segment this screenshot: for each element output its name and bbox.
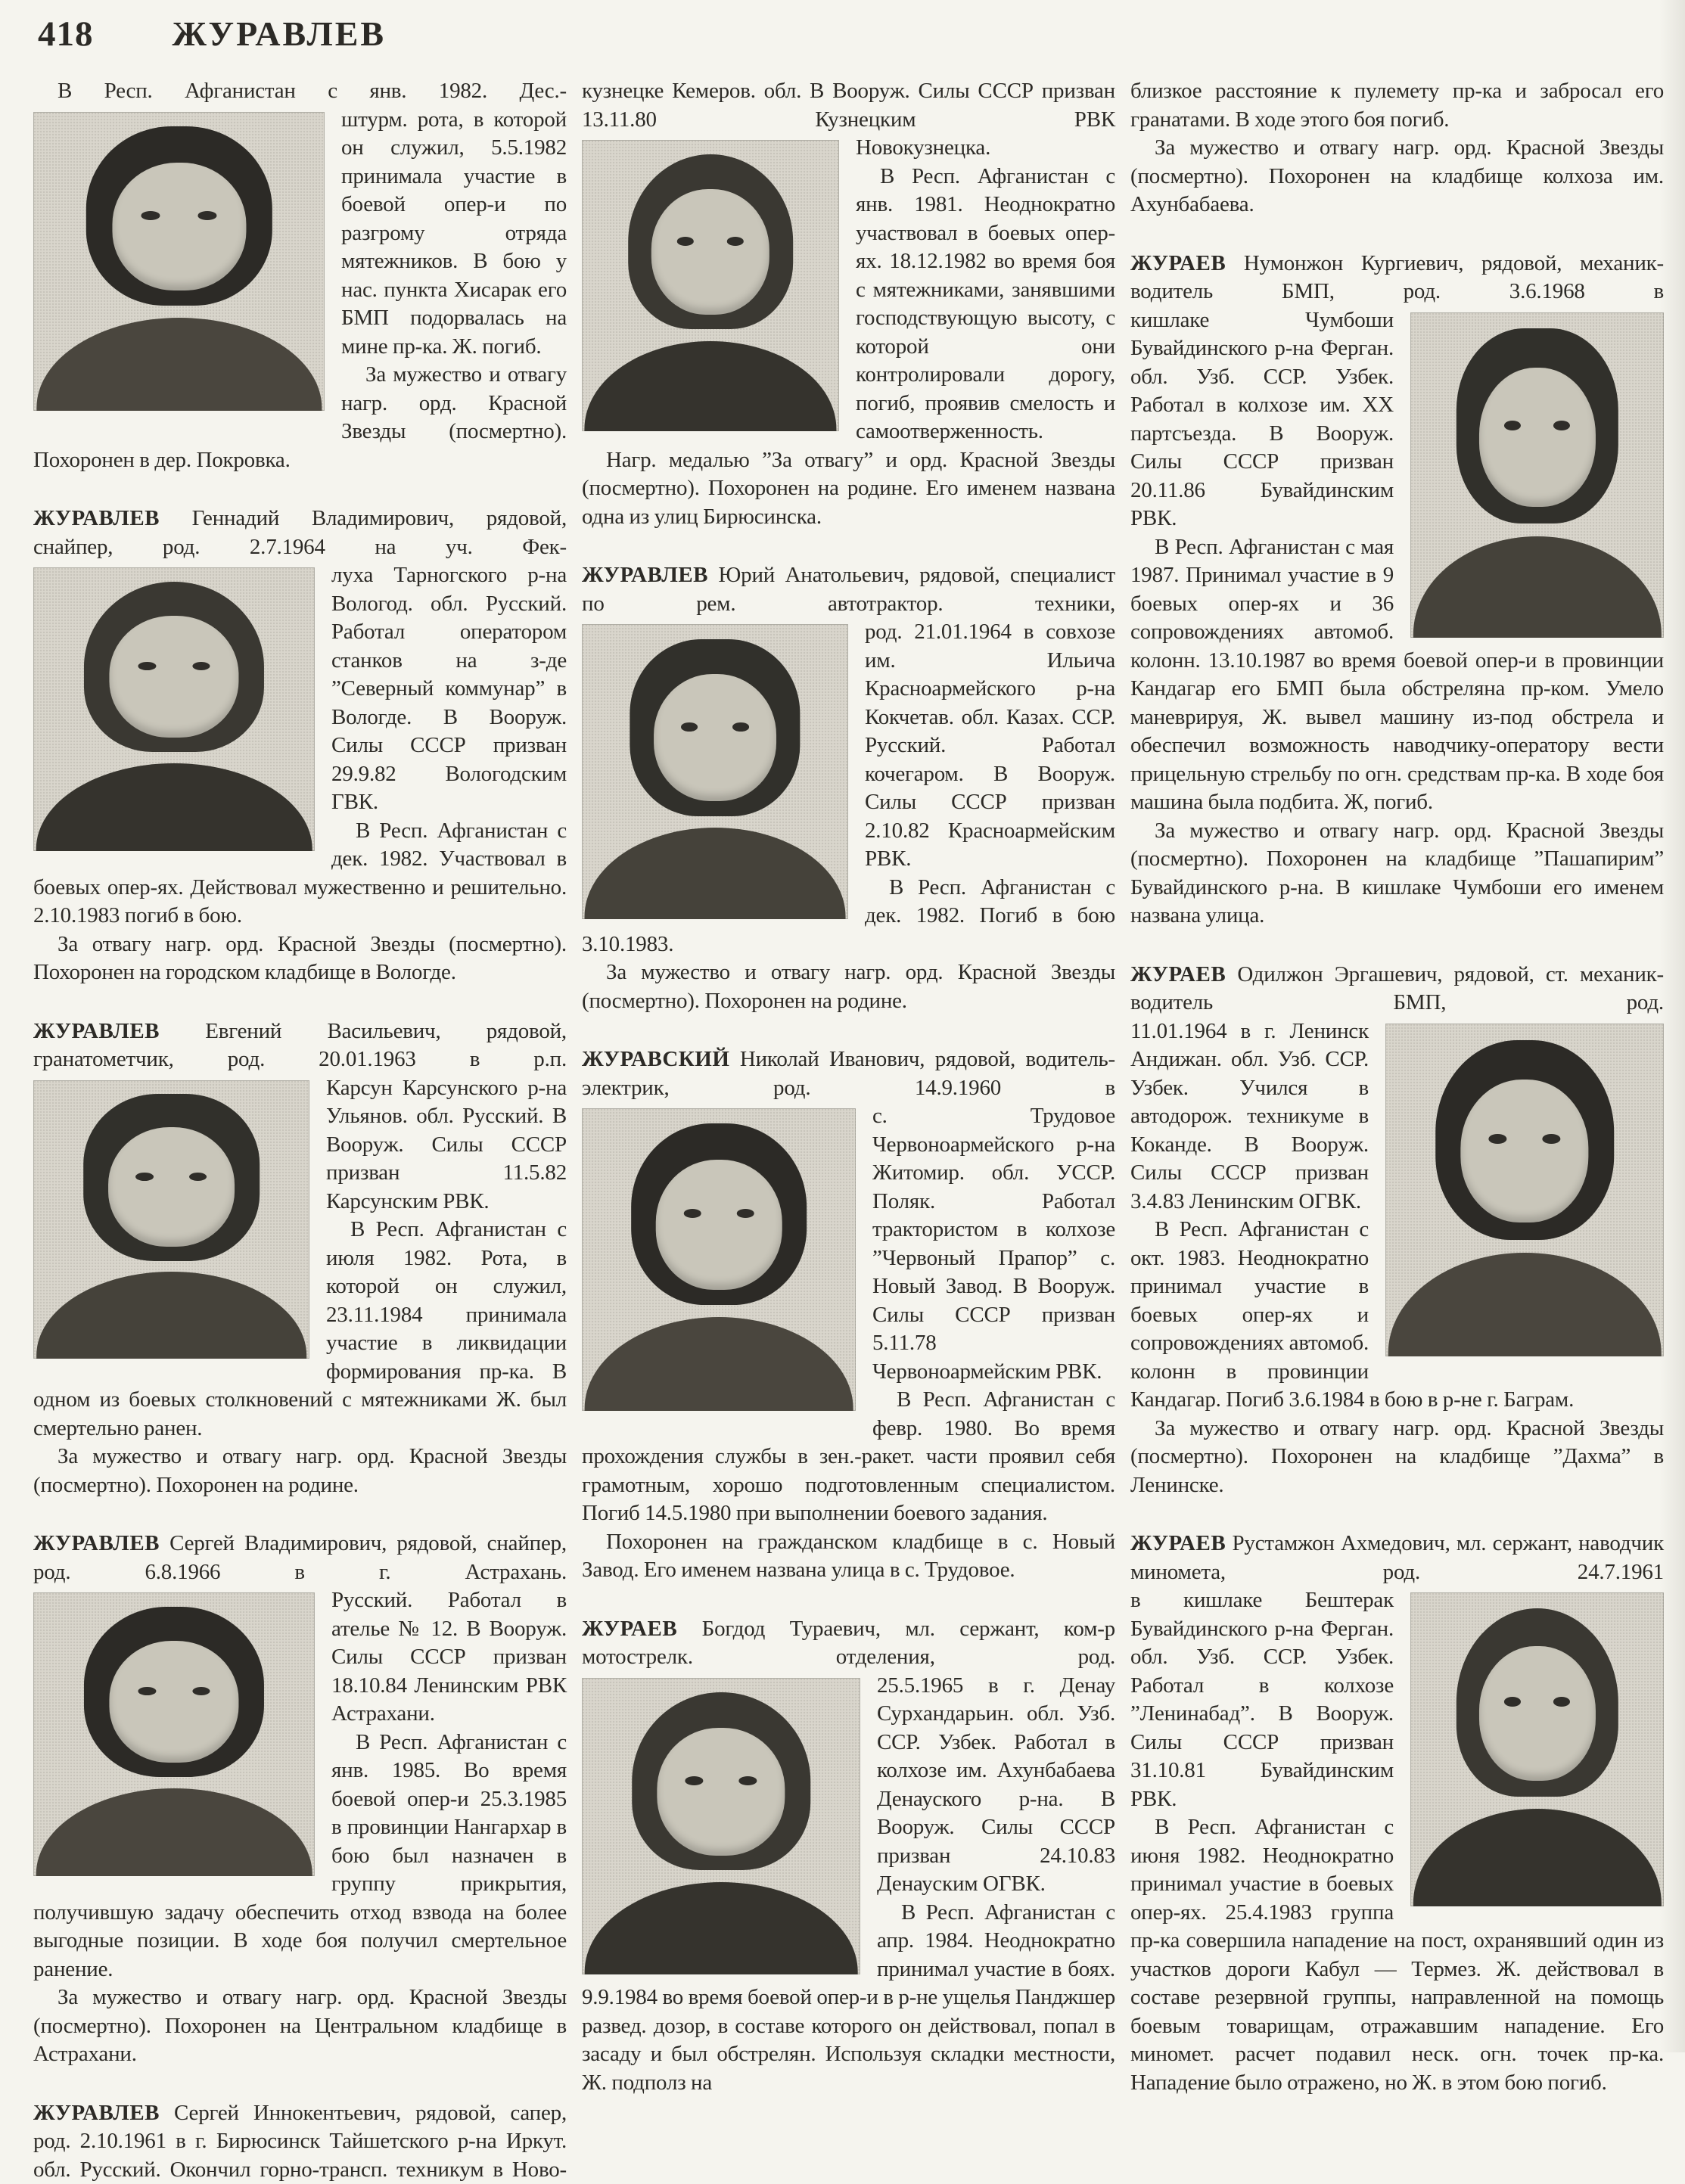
portrait-photo	[582, 1678, 860, 1974]
memorial-entry	[582, 1615, 1115, 2098]
memorial-entry	[582, 1045, 1115, 1585]
entry-lead-text: Богдод Тураевич, мл. сержант, ком-р мотострелк. отделения, род.	[582, 1617, 1115, 1670]
entry-paragraph: За мужество и отвагу нагр. орд. Красной Звезды (посмертно). Похоронен на кладбище ”Пашапирим” Бувайдинского р-на. В кишлаке Чумбоши его именем названа улица.	[1130, 817, 1664, 930]
portrait-shoulders-shape	[1413, 1809, 1661, 1906]
entry-lead-paragraph	[582, 561, 1115, 618]
portrait-photo	[582, 1108, 856, 1411]
portrait-face-shape	[109, 616, 238, 738]
entry-paragraph: В Респ. Афганистан с янв. 1981. Неоднократно участвовал в боевых опер-ях. 18.12.1982 во время боя с мятежниками, занявшими господствующую высоту, с которой они контролировали дорогу, погиб, проявив смелость и самоотверженность.	[582, 163, 1115, 446]
entry-paragraph: в кишлаке Бештерак Бувайдинского р-на Ферган. обл. Узб. ССР. Узбек. Работал в колхозе ”Ленинабад”. В Вооруж. Силы СССР призван 31.10.81 Бувайдинским РВК.	[1130, 1586, 1664, 1813]
entry-lead-paragraph	[33, 77, 567, 106]
entry-lead-paragraph	[1130, 250, 1664, 306]
entry-paragraph: Русский. Работал в ателье № 12. В Вооруж. Силы СССР призван 18.10.84 Ленинским РВК Астрахани.	[33, 1586, 567, 1729]
entry-lead-text: В Респ. Афганистан с янв. 1982. Дес.-	[58, 79, 567, 103]
portrait-photo	[1410, 1592, 1664, 1906]
entry-paragraph: В Респ. Афганистан с апр. 1984. Неоднократно принимал участие в боях. 9.9.1984 во время боевой опер-и в р-не ущелья Панджшер развед. дозор, в составе которого он действовал, попал в засаду и был обстрелян. Используя складки местности, Ж. подполз на	[582, 1899, 1115, 2098]
portrait-photo	[33, 1080, 309, 1359]
memorial-entry	[33, 505, 567, 987]
entry-paragraph: кишлаке Чумбоши Бувайдинского р-на Ферган. обл. Узб. ССР. Узбек. Работал в колхозе им. XX партсъезда. В Вооруж. Силы СССР призван 20.11.86 Бувайдинским РВК.	[1130, 306, 1664, 533]
entry-surname: ЖУРАВЛЕВ	[33, 506, 160, 530]
memorial-entry	[1130, 961, 1664, 1500]
portrait-face-shape	[1460, 1080, 1588, 1222]
portrait-photo	[1385, 1024, 1664, 1356]
entry-lead-text: Одилжон Эргашевич, рядовой, ст. механик-водитель БМП, род.	[1130, 962, 1664, 1015]
entry-paragraph: За мужество и отвагу нагр. орд. Красной Звезды (посмертно). Похоронен на кладбище колхоза им. Ахунбабаева.	[1130, 134, 1664, 219]
running-title: ЖУРАВЛЕВ	[173, 14, 387, 54]
entry-lead-text: Евгений Васильевич, рядовой, гранатометчик, род. 20.01.1963 в р.п.	[33, 1019, 567, 1072]
memorial-entry	[1130, 250, 1664, 930]
portrait-shoulders-shape	[584, 341, 836, 431]
entry-paragraph: Карсун Карсунского р-на Ульянов. обл. Русский. В Вооруж. Силы СССР призван 11.5.82 Карсунским РВК.	[33, 1074, 567, 1216]
portrait-face-shape	[109, 1641, 238, 1763]
portrait-shoulders-shape	[36, 318, 322, 410]
portrait-photo	[1410, 312, 1664, 638]
entry-surname: ЖУРАЕВ	[582, 1617, 677, 1641]
entry-lead-text: Рустамжон Ахмедович, мл. сержант, наводчик миномета, род. 24.7.1961	[1130, 1531, 1664, 1584]
entry-paragraph: штурм. рота, в которой он служил, 5.5.1982 принимала участие в боевой опер-и по разгрому отряда мятежников. В бою у нас. пункта Хисарак его БМП подорвалась на мине пр-ка. Ж. погиб.	[33, 106, 567, 362]
entry-paragraph: За отвагу нагр. орд. Красной Звезды (посмертно). Похоронен на городском кладбище в Вологде.	[33, 930, 567, 987]
entry-paragraph: род. 21.01.1964 в совхозе им. Ильича Красноармейского р-на Кокчетав. обл. Казах. ССР. Русский. Работал кочегаром. В Вооруж. Силы СССР призван 2.10.82 Красноармейским РВК.	[582, 618, 1115, 874]
entry-lead-paragraph	[582, 77, 1115, 134]
entry-paragraph: 25.5.1965 в г. Денау Сурхандарьин. обл. Узб. ССР. Узбек. Работал в колхозе им. Ахунбабаева Денауского р-на. В Вооруж. Силы СССР призван 24.10.83 Денауским ОГВК.	[582, 1672, 1115, 1899]
portrait-photo	[582, 140, 839, 431]
entry-paragraph: Нагр. медалью ”За отвагу” и орд. Красной Звезды (посмертно). Похоронен на родине. Его именем названа одна из улиц Бирюсинска.	[582, 446, 1115, 532]
entry-surname: ЖУРАВЛЕВ	[33, 1531, 160, 1555]
entry-paragraph: луха Тарногского р-на Вологод. обл. Русский. Работал оператором станков на з-де ”Северный коммунар” в Вологде. В Вооруж. Силы СССР призван 29.9.82 Вологодским ГВК.	[33, 561, 567, 817]
memorial-entry	[582, 561, 1115, 1015]
memorial-entry	[33, 1017, 567, 1500]
entry-paragraph: В Респ. Афганистан с окт. 1983. Неоднократно принимал участие в боевых опер-ях и сопровождениях автомоб. колонн в провинции Кандагар. Погиб 3.6.1984 в бою в р-не г. Баграм.	[1130, 1216, 1664, 1415]
entry-lead-paragraph	[33, 1530, 567, 1586]
entry-paragraph: В Респ. Афганистан с мая 1987. Принимал участие в 9 боевых опер-ях и 36 сопровождениях автомоб. колонн. 13.10.1987 во время боевой опер-и в провинции Кандагар его БМП была обстреляна пр-ком. Умело маневрируя, Ж. вывел машину из-под обстрела и обеспечил возможность наводчику-оператору вести прицельную стрельбу по огн. средствам пр-ка. В ходе боя машина была подбита. Ж, погиб.	[1130, 533, 1664, 817]
portrait-photo	[33, 112, 325, 411]
portrait-face-shape	[108, 1127, 235, 1247]
entry-lead-text: кузнецке Кемеров. обл. В Вооруж. Силы СССР призван 13.11.80 Кузнецким РВК	[582, 79, 1115, 132]
portrait-face-shape	[656, 1160, 782, 1290]
entry-lead-paragraph	[33, 1017, 567, 1074]
entry-paragraph: близкое расстояние к пулемету пр-ка и забросал его гранатами. В ходе этого боя погиб.	[1130, 77, 1664, 134]
portrait-shoulders-shape	[1413, 536, 1661, 637]
portrait-photo	[33, 1592, 315, 1876]
page-header	[38, 14, 1664, 54]
portrait-shoulders-shape	[36, 763, 312, 851]
portrait-face-shape	[1478, 1646, 1595, 1781]
entry-paragraph: 11.01.1964 в г. Ленинск Андижан. обл. Узб. ССР. Узбек. Учился в автодорож. техникуме в Коканде. В Вооруж. Силы СССР призван 3.4.83 Ленинским ОГВК.	[1130, 1017, 1664, 1216]
entry-lead-paragraph	[1130, 961, 1664, 1017]
column-1	[33, 77, 567, 2184]
portrait-face-shape	[657, 1728, 785, 1856]
entry-paragraph: За мужество и отвагу нагр. орд. Красной Звезды (посмертно). Похоронен на родине.	[582, 958, 1115, 1015]
portrait-shoulders-shape	[585, 1317, 853, 1411]
entry-paragraph: Похоронен на гражданском кладбище в с. Новый Завод. Его именем названа улица в с. Трудовое.	[582, 1528, 1115, 1585]
portrait-face-shape	[1478, 368, 1595, 508]
entry-lead-paragraph	[582, 1615, 1115, 1672]
entry-surname: ЖУРАВЛЕВ	[33, 2101, 160, 2125]
portrait-face-shape	[112, 163, 246, 291]
entry-paragraph: В Респ. Афганистан с июля 1982. Рота, в которой он служил, 23.11.1984 принимала участие в ликвидации формирования пр-ка. В одном из боевых столкновений с мятежниками Ж. был смертельно ранен.	[33, 1216, 567, 1443]
portrait-shoulders-shape	[1388, 1253, 1662, 1356]
entry-paragraph: с. Трудовое Червоноармейского р-на Житомир. обл. УССР. Поляк. Работал трактористом в колхозе ”Червоный Прапор” с. Новый Завод. В Вооруж. Силы СССР призван 5.11.78 Червоноармейским РВК.	[582, 1102, 1115, 1386]
entry-lead-paragraph	[33, 2099, 567, 2184]
entry-lead-text: Сергей Иннокентьевич, рядовой, сапер, род. 2.10.1961 в г. Бирюсинск Тайшетского р-на Иркут. обл. Русский. Окончил горно-трансп. техникум в Ново-	[33, 2101, 567, 2182]
entry-surname: ЖУРАЕВ	[1130, 1531, 1226, 1555]
text-columns	[33, 77, 1664, 2184]
entry-surname: ЖУРАЕВ	[1130, 962, 1226, 986]
portrait-shoulders-shape	[36, 1272, 307, 1358]
memorial-entry	[1130, 77, 1664, 219]
column-3	[1130, 77, 1664, 2097]
entry-lead-text: Геннадий Владимирович, рядовой, снайпер, род. 2.7.1964 на уч. Фек-	[33, 506, 567, 559]
memorial-entry	[582, 77, 1115, 531]
memorial-entry	[1130, 1530, 1664, 2097]
entry-surname: ЖУРАЕВ	[1130, 251, 1226, 275]
page-number: 418	[38, 14, 94, 54]
entry-lead-text: Николай Иванович, рядовой, водитель-электрик, род. 14.9.1960 в	[582, 1047, 1115, 1100]
entry-surname: ЖУРАВСКИЙ	[582, 1047, 729, 1071]
entry-surname: ЖУРАВЛЕВ	[582, 563, 708, 587]
entry-lead-paragraph	[33, 505, 567, 561]
portrait-face-shape	[654, 674, 776, 801]
portrait-photo	[33, 567, 315, 851]
entry-paragraph: За мужество и отвагу нагр. орд. Красной Звезды (посмертно). Похоронен на кладбище ”Дахма” в Ленинске.	[1130, 1415, 1664, 1500]
entry-paragraph: В Респ. Афганистан с янв. 1985. Во время боевой опер-и 25.3.1985 в провинции Нангархар в бою был назначен в группу прикрытия, получившую задачу обеспечить отход взвода на более выгодные позиции. В ходе боя получил смертельное ранение.	[33, 1729, 567, 1984]
portrait-shoulders-shape	[585, 828, 846, 919]
entry-lead-text: Сергей Владимирович, рядовой, снайпер, род. 6.8.1966 в г. Астрахань.	[33, 1531, 567, 1584]
entry-paragraph: В Респ. Афганистан с дек. 1982. Участвовал в боевых опер-ях. Действовал мужественно и решительно. 2.10.1983 погиб в бою.	[33, 817, 567, 930]
portrait-shoulders-shape	[585, 1882, 858, 1974]
entry-paragraph: В Респ. Афганистан с февр. 1980. Во время прохождения службы в зен.-ракет. части проявил себя грамотным, хорошо подготовленным специалистом. Погиб 14.5.1980 при выполнении боевого задания.	[582, 1386, 1115, 1528]
entry-lead-text: Юрий Анатольевич, рядовой, специалист по рем. автотрактор. техники,	[582, 563, 1115, 616]
entry-surname: ЖУРАВЛЕВ	[33, 1019, 160, 1043]
entry-paragraph: В Респ. Афганистан с июня 1982. Неоднократно принимал участие в боевых опер-ях. 25.4.1983 группа пр-ка совершила нападение на пост, охранявший один из участков дороги Кабул — Термез. Ж. действовал в составе резервной группы, направленной на помощь боевым товарищам, отражавшим нападение. Его миномет. расчет подавил неск. огн. точек пр-ка. Нападение было отражено, но Ж. в этом бою погиб.	[1130, 1813, 1664, 2097]
entry-paragraph: За мужество и отвагу нагр. орд. Красной Звезды (посмертно). Похоронен на родине.	[33, 1443, 567, 1499]
portrait-face-shape	[651, 189, 769, 315]
memorial-entry	[33, 2099, 567, 2184]
memorial-entry	[33, 77, 567, 474]
entry-paragraph: За мужество и отвагу нагр. орд. Красной Звезды (посмертно). Похоронен на Центральном кладбище в Астрахани.	[33, 1984, 567, 2069]
entry-lead-paragraph	[1130, 1530, 1664, 1586]
entry-paragraph: Новокузнецка.	[582, 134, 1115, 163]
entry-paragraph: За мужество и отвагу нагр. орд. Красной Звезды (посмертно). Похоронен в дер. Покровка.	[33, 361, 567, 474]
portrait-shoulders-shape	[36, 1788, 312, 1876]
entry-lead-text: Нумонжон Кургиевич, рядовой, механик-водитель БМП, род. 3.6.1968 в	[1130, 251, 1664, 304]
entry-paragraph: В Респ. Афганистан с дек. 1982. Погиб в бою 3.10.1983.	[582, 874, 1115, 959]
portrait-photo	[582, 624, 848, 919]
column-2	[582, 77, 1115, 2097]
entry-lead-paragraph	[582, 1045, 1115, 1102]
memorial-entry	[33, 1530, 567, 2069]
